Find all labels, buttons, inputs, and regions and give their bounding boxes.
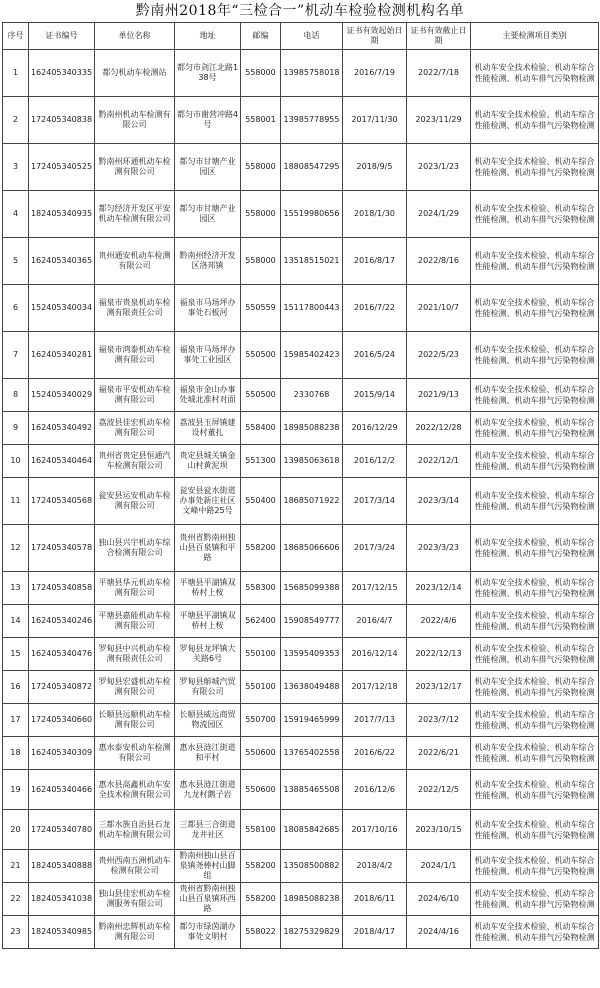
row-zip: 558200 bbox=[241, 850, 281, 883]
row-test-types: 机动车安全技术检验、机动车综合性能检测、机动车排气污染物检测 bbox=[471, 704, 599, 737]
row-address: 都匀市剑江北路138号 bbox=[175, 50, 241, 97]
table-row bbox=[3, 285, 599, 332]
row-end-date: 2022/4/6 bbox=[407, 605, 471, 638]
row-phone: 13595409353 bbox=[281, 638, 343, 671]
row-end-date: 2022/6/21 bbox=[407, 737, 471, 770]
row-start-date: 2016/5/24 bbox=[343, 332, 407, 379]
row-start-date: 2016/12/29 bbox=[343, 412, 407, 445]
row-zip: 550400 bbox=[241, 478, 281, 525]
row-end-date: 2023/12/14 bbox=[407, 572, 471, 605]
row-end-date: 2024/1/1 bbox=[407, 850, 471, 883]
row-end-date: 2022/5/23 bbox=[407, 332, 471, 379]
table-row bbox=[3, 478, 599, 525]
header-zip: 邮编 bbox=[241, 23, 281, 50]
row-zip: 558000 bbox=[241, 238, 281, 285]
row-phone: 13985758018 bbox=[281, 50, 343, 97]
header-cert-no: 证书编号 bbox=[29, 23, 95, 50]
row-phone: 13885465508 bbox=[281, 770, 343, 810]
row-test-types: 机动车安全技术检验、机动车综合性能检测、机动车排气污染物检测 bbox=[471, 605, 599, 638]
row-phone: 13518515021 bbox=[281, 238, 343, 285]
table-row bbox=[3, 191, 599, 238]
row-test-types: 机动车安全技术检验、机动车综合性能检测、机动车排气污染物检测 bbox=[471, 737, 599, 770]
row-zip: 558100 bbox=[241, 810, 281, 850]
row-unit-name: 福泉市贵泉机动车检测有限责任公司 bbox=[95, 285, 175, 332]
row-cert-no: 162405340476 bbox=[29, 638, 95, 671]
row-cert-no: 172405340872 bbox=[29, 671, 95, 704]
row-index: 19 bbox=[3, 770, 29, 810]
table-row bbox=[3, 605, 599, 638]
row-index: 23 bbox=[3, 916, 29, 949]
row-cert-no: 162405340309 bbox=[29, 737, 95, 770]
row-end-date: 2022/8/16 bbox=[407, 238, 471, 285]
table-row bbox=[3, 671, 599, 704]
row-start-date: 2018/9/5 bbox=[343, 144, 407, 191]
row-address: 惠水县涟江街道九龙村鹅子岩 bbox=[175, 770, 241, 810]
row-phone: 18685071922 bbox=[281, 478, 343, 525]
table-row bbox=[3, 638, 599, 671]
table-row bbox=[3, 850, 599, 883]
row-address: 长顺县威远商贸物流园区 bbox=[175, 704, 241, 737]
row-end-date: 2022/7/18 bbox=[407, 50, 471, 97]
row-start-date: 2016/12/6 bbox=[343, 770, 407, 810]
row-cert-no: 182405340985 bbox=[29, 916, 95, 949]
row-unit-name: 贵州通安机动车检测有限公司 bbox=[95, 238, 175, 285]
row-cert-no: 162405340335 bbox=[29, 50, 95, 97]
row-start-date: 2017/12/15 bbox=[343, 572, 407, 605]
row-end-date: 2021/9/13 bbox=[407, 379, 471, 412]
row-cert-no: 162405340492 bbox=[29, 412, 95, 445]
row-test-types: 机动车安全技术检验、机动车综合性能检测、机动车排气污染物检测 bbox=[471, 412, 599, 445]
row-cert-no: 182405340935 bbox=[29, 191, 95, 238]
table-row bbox=[3, 144, 599, 191]
row-phone: 15519980656 bbox=[281, 191, 343, 238]
row-cert-no: 172405340780 bbox=[29, 810, 95, 850]
row-end-date: 2023/3/23 bbox=[407, 525, 471, 572]
row-zip: 550500 bbox=[241, 332, 281, 379]
row-start-date: 2018/4/2 bbox=[343, 850, 407, 883]
row-test-types: 机动车安全技术检验、机动车综合性能检测、机动车排气污染物检测 bbox=[471, 238, 599, 285]
inspection-agency-table bbox=[2, 22, 599, 949]
table-row bbox=[3, 525, 599, 572]
row-cert-no: 182405340888 bbox=[29, 850, 95, 883]
header-phone: 电话 bbox=[281, 23, 343, 50]
row-test-types: 机动车安全技术检验、机动车综合性能检测、机动车排气污染物检测 bbox=[471, 525, 599, 572]
row-test-types: 机动车安全技术检验、机动车综合性能检测、机动车排气污染物检测 bbox=[471, 638, 599, 671]
row-zip: 558000 bbox=[241, 144, 281, 191]
row-phone: 13985063618 bbox=[281, 445, 343, 478]
row-end-date: 2022/12/28 bbox=[407, 412, 471, 445]
row-cert-no: 172405340838 bbox=[29, 97, 95, 144]
table-row bbox=[3, 883, 599, 916]
row-zip: 558200 bbox=[241, 883, 281, 916]
row-phone: 15985402423 bbox=[281, 332, 343, 379]
table-row bbox=[3, 97, 599, 144]
page-title: 黔南州2018年“三检合一”机动车检验检测机构名单 bbox=[135, 3, 465, 19]
row-test-types: 机动车安全技术检验、机动车综合性能检测、机动车排气污染物检测 bbox=[471, 572, 599, 605]
table-body bbox=[3, 50, 599, 949]
table-row bbox=[3, 704, 599, 737]
row-phone: 18808547295 bbox=[281, 144, 343, 191]
row-start-date: 2016/4/7 bbox=[343, 605, 407, 638]
table-row bbox=[3, 238, 599, 285]
header-test-types: 主要检测项目类别 bbox=[471, 23, 599, 50]
row-address: 都匀市甘塘产业园区 bbox=[175, 191, 241, 238]
row-unit-name: 平塘县嘉能机动车检测有限公司 bbox=[95, 605, 175, 638]
row-phone: 15919465999 bbox=[281, 704, 343, 737]
row-phone: 13765402558 bbox=[281, 737, 343, 770]
row-index: 20 bbox=[3, 810, 29, 850]
table-row bbox=[3, 770, 599, 810]
row-address: 贵州省黔南州独山县百泉镇环西路 bbox=[175, 883, 241, 916]
row-unit-name: 都匀经济开发区平安机动车检测有限公司 bbox=[95, 191, 175, 238]
row-start-date: 2016/7/19 bbox=[343, 50, 407, 97]
row-zip: 550600 bbox=[241, 770, 281, 810]
row-index: 6 bbox=[3, 285, 29, 332]
table-row bbox=[3, 379, 599, 412]
row-test-types: 机动车安全技术检验、机动车综合性能检测、机动车排气污染物检测 bbox=[471, 144, 599, 191]
row-phone: 18275329829 bbox=[281, 916, 343, 949]
row-index: 1 bbox=[3, 50, 29, 97]
row-end-date: 2024/1/29 bbox=[407, 191, 471, 238]
table-row bbox=[3, 445, 599, 478]
row-cert-no: 162405340246 bbox=[29, 605, 95, 638]
row-index: 22 bbox=[3, 883, 29, 916]
row-zip: 550559 bbox=[241, 285, 281, 332]
row-start-date: 2017/3/14 bbox=[343, 478, 407, 525]
row-zip: 550100 bbox=[241, 638, 281, 671]
row-test-types: 机动车安全技术检验、机动车综合性能检测、机动车排气污染物检测 bbox=[471, 883, 599, 916]
row-zip: 551300 bbox=[241, 445, 281, 478]
row-cert-no: 172405340858 bbox=[29, 572, 95, 605]
row-index: 3 bbox=[3, 144, 29, 191]
row-test-types: 机动车安全技术检验、机动车综合性能检测、机动车排气污染物检测 bbox=[471, 379, 599, 412]
row-zip: 558000 bbox=[241, 50, 281, 97]
row-address: 贵州省黔南州独山县百泉镇和平路 bbox=[175, 525, 241, 572]
row-unit-name: 都匀机动车检测站 bbox=[95, 50, 175, 97]
row-address: 平塘县平湖镇双桥村上桉 bbox=[175, 572, 241, 605]
header-index: 序号 bbox=[3, 23, 29, 50]
row-phone: 13985778955 bbox=[281, 97, 343, 144]
row-address: 都匀市甘塘产业园区 bbox=[175, 144, 241, 191]
row-address: 福泉市马场坪办事处石板河 bbox=[175, 285, 241, 332]
row-zip: 562400 bbox=[241, 605, 281, 638]
table-row bbox=[3, 916, 599, 949]
row-index: 12 bbox=[3, 525, 29, 572]
row-test-types: 机动车安全技术检验、机动车综合性能检测、机动车排气污染物检测 bbox=[471, 285, 599, 332]
row-cert-no: 162405340464 bbox=[29, 445, 95, 478]
row-start-date: 2017/11/30 bbox=[343, 97, 407, 144]
row-cert-no: 182405341038 bbox=[29, 883, 95, 916]
row-cert-no: 172405340568 bbox=[29, 478, 95, 525]
row-end-date: 2024/4/16 bbox=[407, 916, 471, 949]
row-zip: 550600 bbox=[241, 737, 281, 770]
row-end-date: 2022/12/5 bbox=[407, 770, 471, 810]
row-zip: 550500 bbox=[241, 379, 281, 412]
row-cert-no: 172405340660 bbox=[29, 704, 95, 737]
row-address: 黔南州经济开发区洛邦镇 bbox=[175, 238, 241, 285]
row-cert-no: 162405340281 bbox=[29, 332, 95, 379]
row-cert-no: 162405340365 bbox=[29, 238, 95, 285]
row-address: 瓮安县瓮水街道办事处新庄社区文峰中路25号 bbox=[175, 478, 241, 525]
row-address: 福泉市马场坪办事处工业园区 bbox=[175, 332, 241, 379]
row-start-date: 2018/6/11 bbox=[343, 883, 407, 916]
row-index: 17 bbox=[3, 704, 29, 737]
row-test-types: 机动车安全技术检验、机动车综合性能检测、机动车排气污染物检测 bbox=[471, 50, 599, 97]
row-end-date: 2023/3/14 bbox=[407, 478, 471, 525]
row-test-types: 机动车安全技术检验、机动车综合性能检测、机动车排气污染物检测 bbox=[471, 810, 599, 850]
row-index: 18 bbox=[3, 737, 29, 770]
header-address: 地址 bbox=[175, 23, 241, 50]
table-row bbox=[3, 412, 599, 445]
row-test-types: 机动车安全技术检验、机动车综合性能检测、机动车排气污染物检测 bbox=[471, 770, 599, 810]
row-unit-name: 贵州省贵定县恒通汽车检测有限公司 bbox=[95, 445, 175, 478]
row-index: 14 bbox=[3, 605, 29, 638]
row-start-date: 2017/3/24 bbox=[343, 525, 407, 572]
row-index: 10 bbox=[3, 445, 29, 478]
row-zip: 558000 bbox=[241, 191, 281, 238]
row-test-types: 机动车安全技术检验、机动车综合性能检测、机动车排气污染物检测 bbox=[471, 850, 599, 883]
row-unit-name: 独山县佳宏机动车检测服务有限公司 bbox=[95, 883, 175, 916]
row-unit-name: 罗甸县中兴机动车检测有限责任公司 bbox=[95, 638, 175, 671]
row-address: 贵定县城关镇金山村黄泥坝 bbox=[175, 445, 241, 478]
row-test-types: 机动车安全技术检验、机动车综合性能检测、机动车排气污染物检测 bbox=[471, 478, 599, 525]
row-address: 罗甸县斛城汽贸有限公司 bbox=[175, 671, 241, 704]
row-start-date: 2016/12/14 bbox=[343, 638, 407, 671]
row-test-types: 机动车安全技术检验、机动车综合性能检测、机动车排气污染物检测 bbox=[471, 97, 599, 144]
row-start-date: 2018/1/30 bbox=[343, 191, 407, 238]
row-zip: 558022 bbox=[241, 916, 281, 949]
row-unit-name: 荔波县佳宏机动车检测有限公司 bbox=[95, 412, 175, 445]
row-start-date: 2016/7/22 bbox=[343, 285, 407, 332]
header-start-date: 证书有效起始日期 bbox=[343, 23, 407, 50]
row-address: 福泉市金山办事处城北准村对面 bbox=[175, 379, 241, 412]
row-phone: 13508500882 bbox=[281, 850, 343, 883]
row-unit-name: 黔南州机动车检测有限公司 bbox=[95, 97, 175, 144]
row-end-date: 2023/12/17 bbox=[407, 671, 471, 704]
header-end-date: 证书有效截止日期 bbox=[407, 23, 471, 50]
row-zip: 550700 bbox=[241, 704, 281, 737]
row-phone: 18685066606 bbox=[281, 525, 343, 572]
row-address: 都匀市绿茵湖办事处文明村 bbox=[175, 916, 241, 949]
row-cert-no: 152405340034 bbox=[29, 285, 95, 332]
row-zip: 558200 bbox=[241, 525, 281, 572]
row-address: 平塘县平湖镇双桥村上桉 bbox=[175, 605, 241, 638]
header-unit-name: 单位名称 bbox=[95, 23, 175, 50]
row-start-date: 2017/7/13 bbox=[343, 704, 407, 737]
table-row bbox=[3, 810, 599, 850]
row-start-date: 2016/12/2 bbox=[343, 445, 407, 478]
row-unit-name: 福泉市鸿泰机动车检测有限公司 bbox=[95, 332, 175, 379]
row-phone: 18985088238 bbox=[281, 412, 343, 445]
row-phone: 15685099388 bbox=[281, 572, 343, 605]
row-index: 11 bbox=[3, 478, 29, 525]
row-address: 都匀市谢营冲路4号 bbox=[175, 97, 241, 144]
row-phone: 15117800443 bbox=[281, 285, 343, 332]
row-start-date: 2016/6/22 bbox=[343, 737, 407, 770]
row-end-date: 2024/6/10 bbox=[407, 883, 471, 916]
row-unit-name: 独山县兴宇机动车综合检测有限公司 bbox=[95, 525, 175, 572]
row-index: 4 bbox=[3, 191, 29, 238]
row-phone: 15908549777 bbox=[281, 605, 343, 638]
row-unit-name: 平塘县华元机动车检测有限公司 bbox=[95, 572, 175, 605]
row-cert-no: 172405340578 bbox=[29, 525, 95, 572]
table-row bbox=[3, 332, 599, 379]
row-test-types: 机动车安全技术检验、机动车综合性能检测、机动车排气污染物检测 bbox=[471, 191, 599, 238]
row-address: 荔波县玉屏镇建设村董扎 bbox=[175, 412, 241, 445]
row-cert-no: 152405340029 bbox=[29, 379, 95, 412]
row-index: 16 bbox=[3, 671, 29, 704]
row-zip: 558001 bbox=[241, 97, 281, 144]
row-test-types: 机动车安全技术检验、机动车综合性能检测、机动车排气污染物检测 bbox=[471, 671, 599, 704]
row-start-date: 2018/4/17 bbox=[343, 916, 407, 949]
table-row bbox=[3, 737, 599, 770]
row-address: 黔南州独山县百泉镇尧棒村山脚组 bbox=[175, 850, 241, 883]
row-unit-name: 三都水族自治县石龙机动车检测有限公司 bbox=[95, 810, 175, 850]
row-test-types: 机动车安全技术检验、机动车综合性能检测、机动车排气污染物检测 bbox=[471, 445, 599, 478]
table-row bbox=[3, 50, 599, 97]
row-unit-name: 黔南州环通机动车检测有限公司 bbox=[95, 144, 175, 191]
row-cert-no: 162405340466 bbox=[29, 770, 95, 810]
row-test-types: 机动车安全技术检验、机动车综合性能检测、机动车排气污染物检测 bbox=[471, 332, 599, 379]
row-index: 21 bbox=[3, 850, 29, 883]
row-cert-no: 172405340525 bbox=[29, 144, 95, 191]
row-end-date: 2022/12/1 bbox=[407, 445, 471, 478]
row-index: 8 bbox=[3, 379, 29, 412]
row-phone: 18985088238 bbox=[281, 883, 343, 916]
table-row bbox=[3, 572, 599, 605]
row-index: 2 bbox=[3, 97, 29, 144]
row-index: 15 bbox=[3, 638, 29, 671]
row-start-date: 2016/8/17 bbox=[343, 238, 407, 285]
row-start-date: 2015/9/14 bbox=[343, 379, 407, 412]
row-start-date: 2017/12/18 bbox=[343, 671, 407, 704]
row-unit-name: 惠水县高鑫机动车安全技术检测有限公司 bbox=[95, 770, 175, 810]
row-end-date: 2023/7/12 bbox=[407, 704, 471, 737]
row-end-date: 2023/1/23 bbox=[407, 144, 471, 191]
row-zip: 558300 bbox=[241, 572, 281, 605]
row-index: 7 bbox=[3, 332, 29, 379]
row-phone: 13638049488 bbox=[281, 671, 343, 704]
row-address: 三都县三合街道龙井社区 bbox=[175, 810, 241, 850]
table-header-row bbox=[3, 23, 599, 50]
row-address: 惠水县涟江街道和平村 bbox=[175, 737, 241, 770]
row-end-date: 2021/10/7 bbox=[407, 285, 471, 332]
row-start-date: 2017/10/16 bbox=[343, 810, 407, 850]
row-unit-name: 黔南州忠辉机动车检测有限公司 bbox=[95, 916, 175, 949]
row-unit-name: 罗甸县宏盛机动车检测有限公司 bbox=[95, 671, 175, 704]
row-unit-name: 贵州西南五洲机动车检测有限公司 bbox=[95, 850, 175, 883]
row-index: 9 bbox=[3, 412, 29, 445]
row-unit-name: 惠水泰安机动车检测有限公司 bbox=[95, 737, 175, 770]
row-index: 13 bbox=[3, 572, 29, 605]
row-zip: 550100 bbox=[241, 671, 281, 704]
row-end-date: 2022/12/13 bbox=[407, 638, 471, 671]
row-end-date: 2023/10/15 bbox=[407, 810, 471, 850]
row-zip: 558400 bbox=[241, 412, 281, 445]
row-end-date: 2023/11/29 bbox=[407, 97, 471, 144]
row-unit-name: 长顺县远顺机动车检测有限公司 bbox=[95, 704, 175, 737]
row-unit-name: 瓮安县运安机动车检测有限公司 bbox=[95, 478, 175, 525]
row-address: 罗甸县龙坪镇大关路6号 bbox=[175, 638, 241, 671]
row-phone: 2330768 bbox=[281, 379, 343, 412]
row-unit-name: 福泉市平安机动车检测有限公司 bbox=[95, 379, 175, 412]
row-test-types: 机动车安全技术检验、机动车综合性能检测、机动车排气污染物检测 bbox=[471, 916, 599, 949]
row-phone: 18085842685 bbox=[281, 810, 343, 850]
row-index: 5 bbox=[3, 238, 29, 285]
